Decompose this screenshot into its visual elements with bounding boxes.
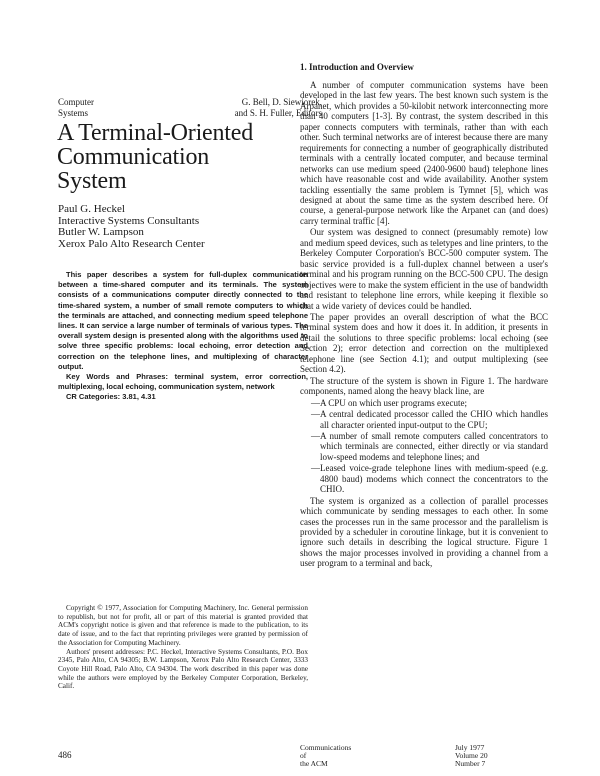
journal-footer bbox=[300, 744, 380, 768]
body-text bbox=[300, 80, 548, 570]
title-line1: A Terminal-Oriented bbox=[57, 120, 254, 146]
journal-line2: of bbox=[300, 751, 307, 760]
paper-title bbox=[57, 121, 307, 193]
copyright-para: Copyright © 1977, Association for Computing Machinery, Inc. General permission to republish, but not for profit, all or part of this material is granted provided that ACM's copyright notice is given and that reference is made to the publication, to its date of issue, and to the fact that reprinting privileges were granted by permission of the Association for Computing Machinery. bbox=[58, 604, 308, 647]
issue-footer bbox=[455, 744, 535, 768]
abstract-text: This paper describes a system for full-duplex communication between a time-shared computer and its terminals. The system consists of a communications computer directly connected to the time-shared system, a number of small remote computers to which the terminals are attached, and connecting medium speed telephone lines. It can service a large number of terminals of various types. The overall system design is presented along with the algorithms used to solve three specific problems: local echoing, error detection and correction on the telephone lines, and multiplexing of character output. bbox=[58, 270, 308, 371]
section-label-line1: Computer bbox=[58, 97, 94, 107]
body-paragraph: The system is organized as a collection of parallel processes which communicate by sending messages to each other. In some cases the processes run in the same processor and the parallelism is provided by a scheduler in coroutine linkage, but it is convenient to ignore such details in describing the logical structure. Figure 1 shows the major processes involved in providing a channel from a user program to a terminal and back, bbox=[300, 495, 548, 569]
component-list bbox=[300, 398, 548, 495]
title-line2: Communication bbox=[57, 144, 210, 170]
body-paragraph: The structure of the system is shown in Figure 1. The hardware components, named along the heavy black line, are bbox=[300, 375, 548, 397]
editors-line2: and S. H. Fuller, Editors bbox=[234, 108, 322, 118]
author2-name: Butler W. Lampson bbox=[58, 226, 144, 238]
journal-line1: Communications bbox=[300, 743, 352, 752]
section-heading: 1. Introduction and Overview bbox=[300, 62, 414, 72]
issue-number: Number 7 bbox=[455, 759, 486, 768]
author1-affiliation: Interactive Systems Consultants bbox=[58, 214, 200, 227]
author1-name: Paul G. Heckel bbox=[58, 203, 125, 215]
abstract bbox=[58, 270, 308, 403]
section-label bbox=[58, 97, 148, 119]
body-paragraph: The paper provides an overall description of what the BCC terminal system does and how it does it. In addition, it presents in detail the solutions to three specific problems: local echoing (see Section 2); error detection and correction on the multiplexed telephone line (see Section 4.1); and output multiplexing (see Section 4.2). bbox=[300, 311, 548, 375]
list-item: —A CPU on which user programs execute; bbox=[311, 397, 467, 408]
list-item: —A central dedicated processor called the CHIO which handles all character oriented input-output to the CPU; bbox=[311, 409, 548, 430]
title-line3: System bbox=[57, 168, 127, 194]
journal-line3: the ACM bbox=[300, 759, 328, 768]
section-label-line2: Systems bbox=[58, 108, 89, 118]
page-number: 486 bbox=[58, 750, 72, 760]
copyright-notice bbox=[58, 604, 308, 691]
issue-date: July 1977 bbox=[455, 743, 485, 752]
body-paragraph: A number of computer communication systems have been developed in the last few years. The best known such system is the Arpanet, which provides a 50-kilobit network interconnecting more than 40 computers [1-3]. By contrast, the system described in this paper connects computers with terminals, rather than with each other. Such terminal networks are of interest because there are many requirements for connecting a number of geographically distributed terminals with a centrally located computer, and because terminal networks can use medium speed (2400-9600 baud) telephone lines which have reasonable cost and wide availability. Another system tackling essentially the same problem is Tymnet [5], which was designed at about the same time as the system described here. Of course, a general-purpose network like the Arpanet can (and does) carry terminal traffic [4]. bbox=[300, 80, 548, 226]
author2-affiliation: Xerox Palo Alto Research Center bbox=[58, 237, 205, 250]
body-paragraph: Our system was designed to connect (presumably remote) low and medium speed devices, such as teletypes and line printers, to the Berkeley Computer Corporation's BCC-500 computer system. The basic service provided is a full-duplex channel between a user's terminal and his program running on the BCC-500 CPU. The design objectives were to make the system efficient in the use of bandwidth and resistant to telephone line errors, while keeping it flexible so that a wide variety of devices could be handled. bbox=[300, 227, 548, 311]
list-item: —Leased voice-grade telephone lines with medium-speed (e.g. 4800 baud) modems which connect the concentrators to the CHIO. bbox=[311, 463, 548, 495]
editors-line1: G. Bell, D. Siewiorek, bbox=[241, 97, 322, 107]
cr-categories: CR Categories: 3.81, 4.31 bbox=[66, 392, 156, 402]
keywords: Key Words and Phrases: terminal system, error correction, multiplexing, local echoing, communication system, network bbox=[58, 372, 308, 392]
authors bbox=[58, 204, 308, 250]
addresses-para: Authors' present addresses: P.C. Heckel, Interactive Systems Consultants, P.O. Box 2345, Palo Alto, CA 94305; B.W. Lampson, Xerox Palo Alto Research Center, 3333 Coyote Hill Road, Palo Alto, CA 94304. The work described in this paper was done while the authors were employed by the Berkeley Computer Corporation, Berkeley, Calif. bbox=[58, 647, 308, 691]
issue-volume: Volume 20 bbox=[455, 751, 488, 760]
list-item: —A number of small remote computers called concentrators to which terminals are connected, either directly or via standard low-speed modems and telephone lines; and bbox=[311, 430, 548, 462]
